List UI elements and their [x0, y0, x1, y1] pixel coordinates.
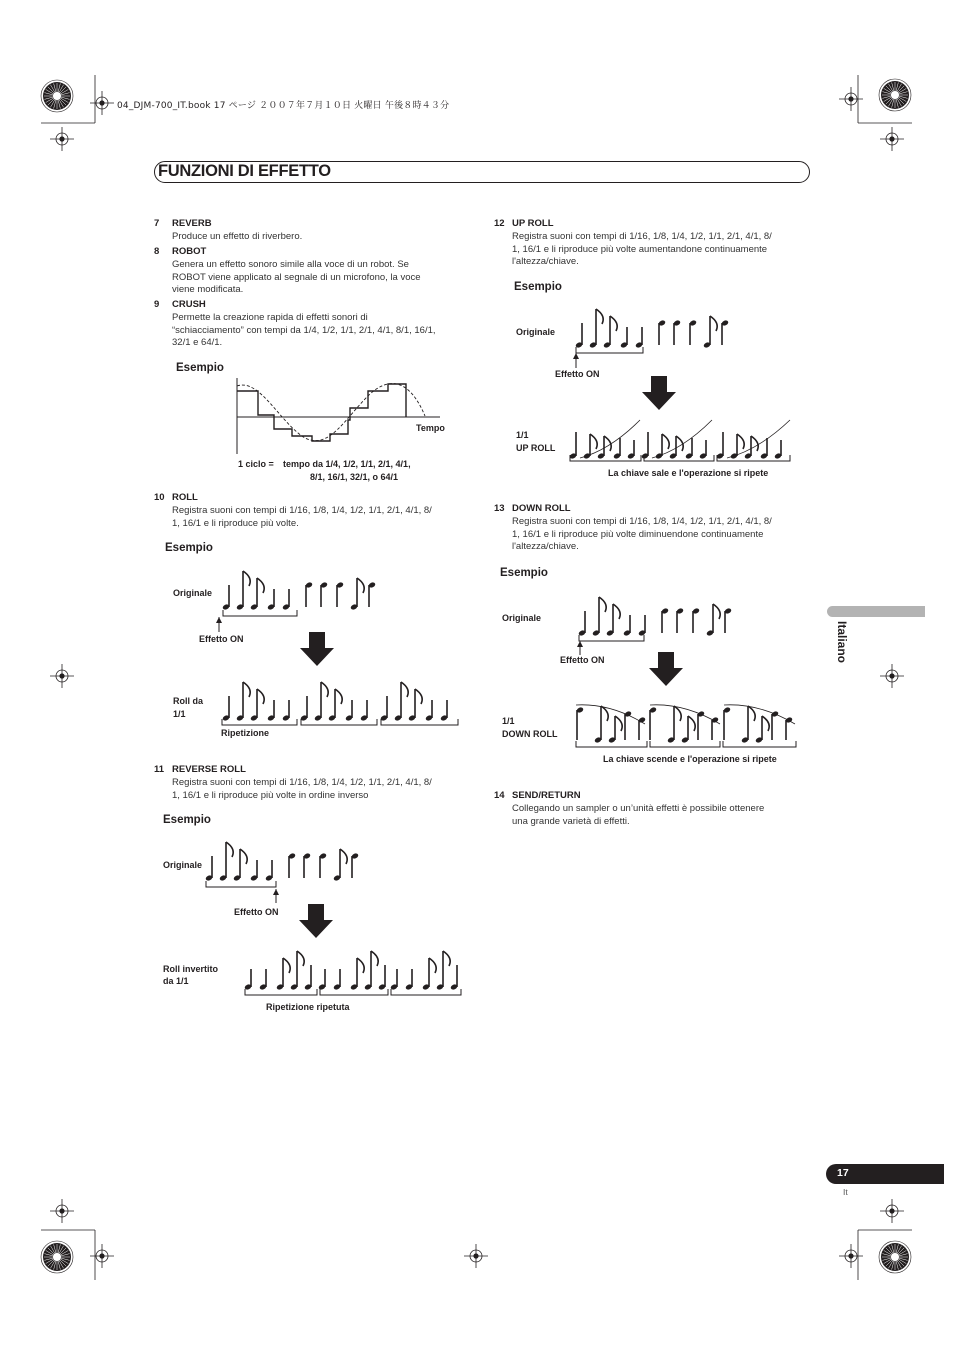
item-number: 14: [494, 790, 505, 801]
reverse-repeat-bracket: [320, 989, 388, 995]
roll-label-line2: 1/1: [173, 709, 186, 719]
up-roll-note-icon: [613, 438, 621, 460]
item-body-line: 1, 16/1 e li riproduce più volte.: [172, 517, 299, 529]
item-body-line: Registra suoni con tempi di 1/16, 1/8, 1/4, 1/2, 1/1, 2/1, 4/1, 8/: [172, 777, 432, 788]
item-body-line: “schiacciamento” con tempi da 1/4, 1/2, 1/1, 2/1, 4/1, 8/1, 16/1,: [172, 324, 436, 336]
up-roll-note-icon: [655, 434, 669, 460]
item-body-line: ROBOT viene applicato al segnale di un microfono, la voce: [172, 271, 421, 283]
up-original-note-icon: [689, 319, 697, 345]
item-number: 11: [154, 764, 165, 775]
pitch-fall-curve: [724, 705, 795, 724]
reverse-original-note-icon: [205, 856, 213, 882]
item-body-line: l'altezza/chiave.: [512, 541, 579, 553]
roll-repeat-note-icon: [394, 682, 408, 722]
roll-repeat-note-icon: [282, 700, 290, 722]
item-body-line: viene modificata.: [172, 284, 244, 296]
item-number: 12: [494, 218, 505, 229]
reverse-repeat-note-icon: [405, 969, 413, 991]
reverse-repeat-note-icon: [276, 958, 290, 991]
down-roll-note-icon: [594, 706, 608, 744]
page-number: 17: [837, 1167, 849, 1179]
item-body-line: Permette la creazione rapida di effetti sonori di: [172, 312, 368, 323]
reverse-roll-effect-on-label: Effetto ON: [234, 907, 279, 917]
down-roll-note-icon: [638, 716, 646, 740]
item-title: SEND/RETURN: [512, 790, 581, 801]
esempio-reverse-roll: Esempio: [163, 814, 211, 826]
roll-repeat-note-icon: [380, 696, 388, 722]
down-roll-label-line1: 1/1: [502, 716, 515, 726]
up-down-arrow-icon: [642, 376, 676, 410]
reverse-original-note-icon: [233, 849, 247, 882]
down-roll-caption: La chiave scende e l'operazione si ripete: [603, 754, 777, 764]
reverse-roll-repeat-label: Ripetizione ripetuta: [266, 1002, 350, 1012]
reverse-repeat-note-icon: [333, 969, 341, 991]
effect-on-pointer-head: [273, 889, 279, 895]
item-body-line: Collegando un sampler o un’unità effetti è possibile ottenere: [512, 803, 765, 814]
language-side-tab: [827, 606, 925, 617]
up-roll-note-icon: [583, 434, 597, 460]
item-number: 13: [494, 503, 505, 514]
effect-on-pointer-head: [573, 353, 579, 359]
item-number: 7: [154, 218, 160, 229]
roll-original-note-icon: [236, 571, 250, 611]
language-side-label: Italiano: [835, 621, 849, 664]
item-body-line: Registra suoni con tempi di 1/16, 1/8, 1/4, 1/2, 1/1, 2/1, 4/1, 8/: [172, 505, 432, 516]
reverse-original-note-icon: [250, 860, 258, 882]
up-roll-note-icon: [641, 432, 649, 460]
crush-cycle-line2: 8/1, 16/1, 32/1, o 64/1: [310, 472, 399, 482]
up-original-note-icon: [673, 319, 681, 345]
item-title: REVERB: [172, 218, 212, 229]
reverse-repeat-note-icon: [244, 969, 252, 991]
roll-down-arrow-icon: [300, 632, 334, 666]
item-title: REVERSE ROLL: [172, 764, 246, 775]
crush-tempo-label: Tempo: [416, 423, 445, 433]
item-body-line: 32/1 e 64/1.: [172, 337, 223, 349]
reverse-repeat-note-icon: [390, 969, 398, 991]
roll-effect-on-label: Effetto ON: [199, 634, 244, 644]
down-roll-note-icon: [681, 716, 695, 744]
pitch-fall-curve: [576, 705, 645, 724]
up-roll-original-label: Originale: [516, 327, 556, 337]
roll-repeat-note-icon: [250, 689, 264, 722]
down-roll-note-icon: [608, 716, 622, 744]
roll-original-bracket: [223, 610, 297, 616]
up-roll-note-icon: [774, 440, 782, 460]
roll-repeat-note-icon: [425, 700, 433, 722]
roll-original-note-icon: [267, 589, 275, 611]
reverse-repeat-note-icon: [304, 965, 312, 991]
roll-original-note-icon: [250, 578, 264, 611]
item-body-line: una grande varietà di effetti.: [512, 815, 630, 827]
reverse-roll-original-label: Originale: [163, 860, 203, 870]
print-header: 04_DJM-700_IT.book 17 ページ ２００７年７月１０日 火曜日 午後８時４３分: [117, 101, 450, 111]
roll-original-note-icon: [282, 589, 290, 611]
item-number: 8: [154, 246, 160, 257]
roll-original-note-icon: [305, 581, 313, 607]
down-original-note-icon: [578, 611, 586, 637]
roll-repeat-label: Ripetizione: [221, 728, 270, 738]
esempio-down-roll: Esempio: [500, 567, 548, 579]
reverse-original-bracket: [206, 881, 276, 887]
down-original-note-icon: [592, 597, 606, 637]
down-original-note-icon: [661, 607, 669, 633]
item-body-line: Registra suoni con tempi di 1/16, 1/8, 1/4, 1/2, 1/1, 2/1, 4/1, 8/: [512, 516, 772, 527]
down-original-note-icon: [692, 607, 700, 633]
reverse-original-note-icon: [288, 852, 296, 878]
reverse-repeat-note-icon: [364, 951, 378, 991]
reverse-roll-label-line2: da 1/1: [163, 976, 189, 986]
reverse-original-note-icon: [303, 852, 311, 878]
up-original-note-icon: [703, 316, 717, 349]
up-roll-note-icon: [744, 436, 758, 460]
roll-repeat-note-icon: [360, 700, 368, 722]
up-roll-label-line2: UP ROLL: [516, 443, 556, 453]
roll-original-label: Originale: [173, 588, 213, 598]
reverse-original-note-icon: [351, 852, 359, 878]
item-number: 10: [154, 492, 165, 503]
item-body-line: 1, 16/1 e li riproduce più volte aumentandone continuamente: [512, 243, 768, 255]
up-original-note-icon: [603, 316, 617, 349]
reverse-repeat-note-icon: [290, 951, 304, 991]
esempio-roll: Esempio: [165, 542, 213, 554]
item-number: 9: [154, 299, 160, 310]
down-roll-note-icon: [649, 706, 657, 740]
down-original-note-icon: [724, 607, 732, 633]
item-body-line: 1, 16/1 e li riproduce più volte diminuendone continuamente: [512, 528, 764, 540]
down-roll-note-icon: [785, 716, 793, 740]
roll-original-note-icon: [222, 585, 230, 611]
roll-repeat-note-icon: [408, 689, 422, 722]
up-original-note-icon: [658, 319, 666, 345]
up-roll-note-icon: [730, 434, 744, 460]
item-body-line: Produce un effetto di riverbero.: [172, 231, 303, 242]
up-original-bracket: [576, 347, 643, 353]
down-roll-original-label: Originale: [502, 613, 542, 623]
pitch-rise-curve: [580, 420, 640, 458]
item-title: DOWN ROLL: [512, 503, 571, 514]
up-original-note-icon: [575, 323, 583, 349]
item-title: UP ROLL: [512, 218, 554, 229]
down-original-note-icon: [606, 604, 620, 637]
down-roll-label-line2: DOWN ROLL: [502, 729, 558, 739]
down-down-arrow-icon: [649, 652, 683, 686]
pitch-fall-curve: [650, 705, 720, 724]
down-roll-note-icon: [723, 706, 731, 740]
up-roll-note-icon: [627, 440, 635, 460]
up-roll-note-icon: [685, 438, 693, 460]
up-original-note-icon: [721, 319, 729, 345]
item-title: ROBOT: [172, 246, 207, 257]
crush-cycle-label: 1 ciclo =: [238, 459, 274, 469]
roll-original-note-icon: [320, 581, 328, 607]
reverse-repeat-note-icon: [436, 951, 450, 991]
reverse-repeat-note-icon: [259, 969, 267, 991]
roll-original-note-icon: [368, 581, 376, 607]
effect-on-pointer-head: [577, 641, 583, 647]
roll-repeat-note-icon: [236, 682, 250, 722]
esempio-crush: Esempio: [176, 362, 224, 374]
up-original-note-icon: [620, 327, 628, 349]
reverse-down-arrow-icon: [299, 904, 333, 938]
down-roll-note-icon: [576, 706, 584, 740]
roll-original-note-icon: [350, 578, 364, 611]
reverse-roll-label-line1: Roll invertito: [163, 964, 219, 974]
down-roll-note-icon: [697, 710, 705, 740]
down-roll-note-icon: [755, 716, 769, 744]
up-roll-label-line1: 1/1: [516, 430, 529, 440]
reverse-repeat-note-icon: [378, 965, 386, 991]
roll-original-note-icon: [336, 581, 344, 607]
roll-repeat-note-icon: [300, 696, 308, 722]
roll-repeat-note-icon: [314, 682, 328, 722]
down-roll-note-icon: [667, 706, 681, 744]
reverse-repeat-bracket: [245, 989, 317, 995]
pitch-rise-curve: [652, 420, 712, 458]
reverse-repeat-note-icon: [450, 965, 458, 991]
item-title: ROLL: [172, 492, 198, 503]
roll-repeat-bracket: [381, 719, 458, 725]
up-roll-effect-on-label: Effetto ON: [555, 369, 600, 379]
esempio-up-roll: Esempio: [514, 281, 562, 293]
down-original-note-icon: [623, 615, 631, 637]
down-roll-note-icon: [741, 706, 755, 744]
reverse-original-note-icon: [333, 849, 347, 882]
reverse-repeat-bracket: [391, 989, 461, 995]
roll-repeat-note-icon: [267, 700, 275, 722]
reverse-repeat-note-icon: [422, 958, 436, 991]
item-title: CRUSH: [172, 299, 206, 310]
page-language-code: It: [843, 1187, 848, 1197]
roll-repeat-note-icon: [345, 700, 353, 722]
item-body-line: Genera un effetto sonoro simile alla voce di un robot. Se: [172, 259, 409, 270]
down-original-note-icon: [706, 604, 720, 637]
up-roll-note-icon: [699, 440, 707, 460]
roll-repeat-note-icon: [222, 696, 230, 722]
reverse-repeat-note-icon: [318, 969, 326, 991]
reverse-repeat-note-icon: [350, 958, 364, 991]
down-original-note-icon: [638, 615, 646, 637]
roll-label-line1: Roll da: [173, 696, 204, 706]
down-original-note-icon: [676, 607, 684, 633]
section-title: FUNZIONI DI EFFETTO: [158, 162, 331, 180]
crush-cycle-line1: tempo da 1/4, 1/2, 1/1, 2/1, 4/1,: [283, 459, 411, 469]
item-body-line: 1, 16/1 e li riproduce più volte in ordine inverso: [172, 789, 369, 801]
item-body-line: l'altezza/chiave.: [512, 256, 579, 268]
item-body-line: Registra suoni con tempi di 1/16, 1/8, 1/4, 1/2, 1/1, 2/1, 4/1, 8/: [512, 231, 772, 242]
down-original-bracket: [579, 635, 644, 641]
roll-repeat-note-icon: [440, 700, 448, 722]
effect-on-pointer-head: [216, 617, 222, 623]
up-roll-caption: La chiave sale e l'operazione si ripete: [608, 468, 769, 478]
reverse-original-note-icon: [319, 852, 327, 878]
roll-repeat-note-icon: [328, 689, 342, 722]
down-roll-effect-on-label: Effetto ON: [560, 655, 605, 665]
roll-repeat-bracket: [301, 719, 377, 725]
reverse-original-note-icon: [265, 860, 273, 882]
reverse-original-note-icon: [219, 842, 233, 882]
up-original-note-icon: [589, 309, 603, 349]
up-original-note-icon: [635, 327, 643, 349]
